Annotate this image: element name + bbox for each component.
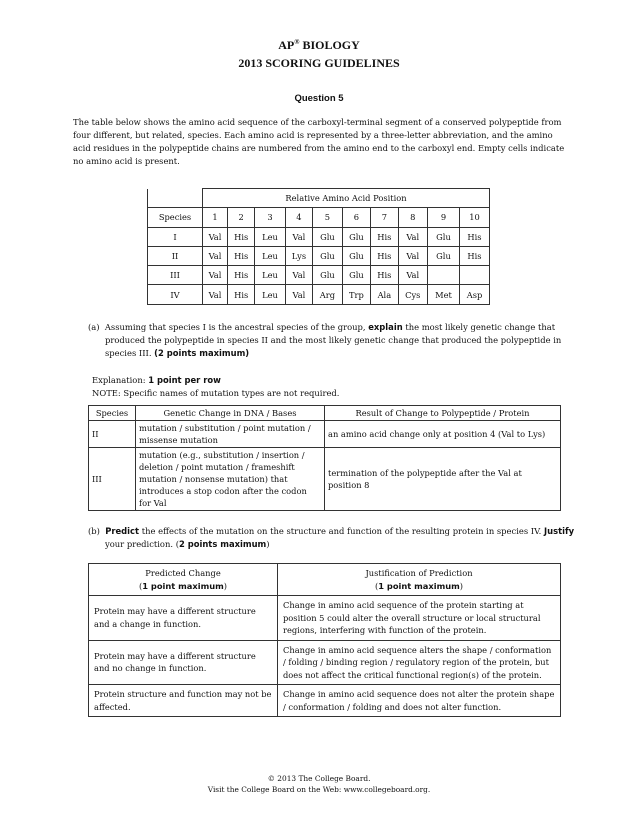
amino-acid-cell: Val: [203, 285, 228, 304]
amino-acid-cell: Glu: [313, 246, 342, 265]
amino-table-position-header: 10: [460, 208, 490, 227]
amino-acid-cell: Val: [398, 227, 427, 246]
part-a-header-change: Genetic Change in DNA / Bases: [136, 406, 325, 421]
part-a-header-result: Result of Change to Polypeptide / Protein: [325, 406, 561, 421]
part-a-table: [88, 405, 561, 511]
amino-table-species: I: [148, 227, 203, 246]
amino-table-position-header: 2: [227, 208, 254, 227]
amino-acid-cell: His: [371, 266, 398, 285]
part-a-prompt: (a) Assuming that species I is the ancestral species of the group, explain the most likely genetic change that produced the polypeptide in species II and the most likely genetic change that produced the polypeptide in species III. (2 points maximum): [88, 322, 562, 358]
amino-table-position-header: 1: [203, 208, 228, 227]
amino-table-row: [148, 266, 490, 285]
table-row: [89, 448, 561, 511]
amino-table-species-header: Species: [148, 208, 203, 227]
amino-acid-cell: Arg: [313, 285, 342, 304]
amino-acid-cell: His: [371, 246, 398, 265]
part-a-species: III: [89, 448, 136, 511]
document-title: AP® BIOLOGY: [278, 38, 360, 52]
amino-acid-cell: Glu: [342, 246, 371, 265]
part-b-predicted-change: Protein may have a different structure and a change in function.: [89, 596, 278, 641]
amino-table-row: [148, 227, 490, 246]
amino-acid-cell: Glu: [342, 266, 371, 285]
amino-acid-cell: His: [371, 227, 398, 246]
amino-acid-cell: Val: [203, 266, 228, 285]
part-b-header-change: Predicted Change (1 point maximum): [89, 564, 278, 596]
table-row: [89, 596, 561, 641]
footer-web: Visit the College Board on the Web: www.collegeboard.org.: [207, 785, 431, 794]
amino-acid-cell: Ala: [371, 285, 398, 304]
part-b-justification: Change in amino acid sequence alters the shape / conformation / folding / binding region / regulatory region of the protein, but does not affect the critical functional region(s) of the protein.: [278, 640, 561, 685]
amino-acid-cell: Val: [398, 246, 427, 265]
part-b-justification: Change in amino acid sequence does not alter the protein shape / conformation / folding and does not alter function.: [278, 685, 561, 717]
amino-table-position-header: 3: [255, 208, 285, 227]
part-a-change: mutation / substitution / point mutation / missense mutation: [136, 421, 325, 448]
amino-acid-cell: Glu: [313, 227, 342, 246]
amino-acid-cell: Asp: [460, 285, 490, 304]
amino-table-position-header: 5: [313, 208, 342, 227]
amino-acid-table: [147, 188, 490, 305]
amino-acid-cell: [460, 266, 490, 285]
part-b-prompt: (b) Predict the effects of the mutation on the structure and function of the resulting protein in species IV. Justify your prediction. (2 points maximum): [88, 526, 575, 549]
amino-acid-cell: Val: [285, 227, 313, 246]
amino-acid-cell: Leu: [255, 285, 285, 304]
amino-acid-cell: Leu: [255, 266, 285, 285]
amino-acid-cell: Val: [203, 246, 228, 265]
amino-table-species: III: [148, 266, 203, 285]
amino-table-position-header: 7: [371, 208, 398, 227]
amino-table-corner: [148, 189, 203, 208]
amino-acid-cell: Glu: [427, 227, 459, 246]
part-a-result: termination of the polypeptide after the Val at position 8: [325, 448, 561, 511]
amino-acid-cell: Val: [203, 227, 228, 246]
part-a-note: NOTE: Specific names of mutation types are not required.: [92, 388, 340, 398]
amino-acid-cell: Val: [398, 266, 427, 285]
amino-acid-cell: His: [227, 266, 254, 285]
amino-acid-cell: His: [227, 285, 254, 304]
amino-acid-cell: His: [460, 227, 490, 246]
amino-table-row: [148, 246, 490, 265]
amino-table-position-header: 9: [427, 208, 459, 227]
part-b-justification: Change in amino acid sequence of the protein starting at position 5 could alter the overall structure or local structural regions, interfering with function of the protein.: [278, 596, 561, 641]
amino-table-species: II: [148, 246, 203, 265]
amino-acid-cell: Leu: [255, 227, 285, 246]
table-row: [89, 640, 561, 685]
amino-acid-cell: Leu: [255, 246, 285, 265]
amino-acid-cell: Glu: [427, 246, 459, 265]
amino-acid-cell: Glu: [313, 266, 342, 285]
part-a-change: mutation (e.g., substitution / insertion / deletion / point mutation / frameshift mutation / nonsense mutation) that introduces a stop codon after the codon for Val: [136, 448, 325, 511]
amino-table-position-header: 4: [285, 208, 313, 227]
part-a-species: II: [89, 421, 136, 448]
amino-acid-cell: His: [227, 246, 254, 265]
question-heading: Question 5: [294, 93, 344, 104]
intro-paragraph: The table below shows the amino acid sequence of the carboxyl-terminal segment of a conserved polypeptide from four different, but related, species. Each amino acid is represented by a three-letter abbreviation, and the amino acid residues in the polypeptide chains are numbered from the amino end to the carboxyl end. Empty cells indicate no amino acid is present.: [73, 117, 565, 166]
amino-table-row: [148, 285, 490, 304]
amino-acid-cell: [427, 266, 459, 285]
document-subtitle: 2013 SCORING GUIDELINES: [238, 56, 400, 70]
amino-acid-cell: Met: [427, 285, 459, 304]
amino-acid-cell: His: [227, 227, 254, 246]
amino-table-caption: Relative Amino Acid Position: [203, 189, 490, 208]
amino-acid-cell: Val: [285, 266, 313, 285]
footer-copyright: © 2013 The College Board.: [267, 774, 371, 783]
part-a-result: an amino acid change only at position 4 (Val to Lys): [325, 421, 561, 448]
amino-acid-cell: Lys: [285, 246, 313, 265]
amino-table-position-header: 8: [398, 208, 427, 227]
part-b-predicted-change: Protein may have a different structure and no change in function.: [89, 640, 278, 685]
amino-acid-cell: Trp: [342, 285, 371, 304]
amino-acid-cell: Cys: [398, 285, 427, 304]
amino-table-position-header: 6: [342, 208, 371, 227]
amino-acid-cell: Glu: [342, 227, 371, 246]
part-b-table: [88, 563, 561, 717]
table-row: [89, 421, 561, 448]
amino-acid-cell: Val: [285, 285, 313, 304]
part-b-header-justification: Justification of Prediction (1 point maximum): [278, 564, 561, 596]
part-a-header-species: Species: [89, 406, 136, 421]
table-row: [89, 685, 561, 717]
part-b-predicted-change: Protein structure and function may not be affected.: [89, 685, 278, 717]
amino-acid-cell: His: [460, 246, 490, 265]
part-a-explanation: Explanation: 1 point per row: [92, 375, 221, 385]
amino-table-species: IV: [148, 285, 203, 304]
